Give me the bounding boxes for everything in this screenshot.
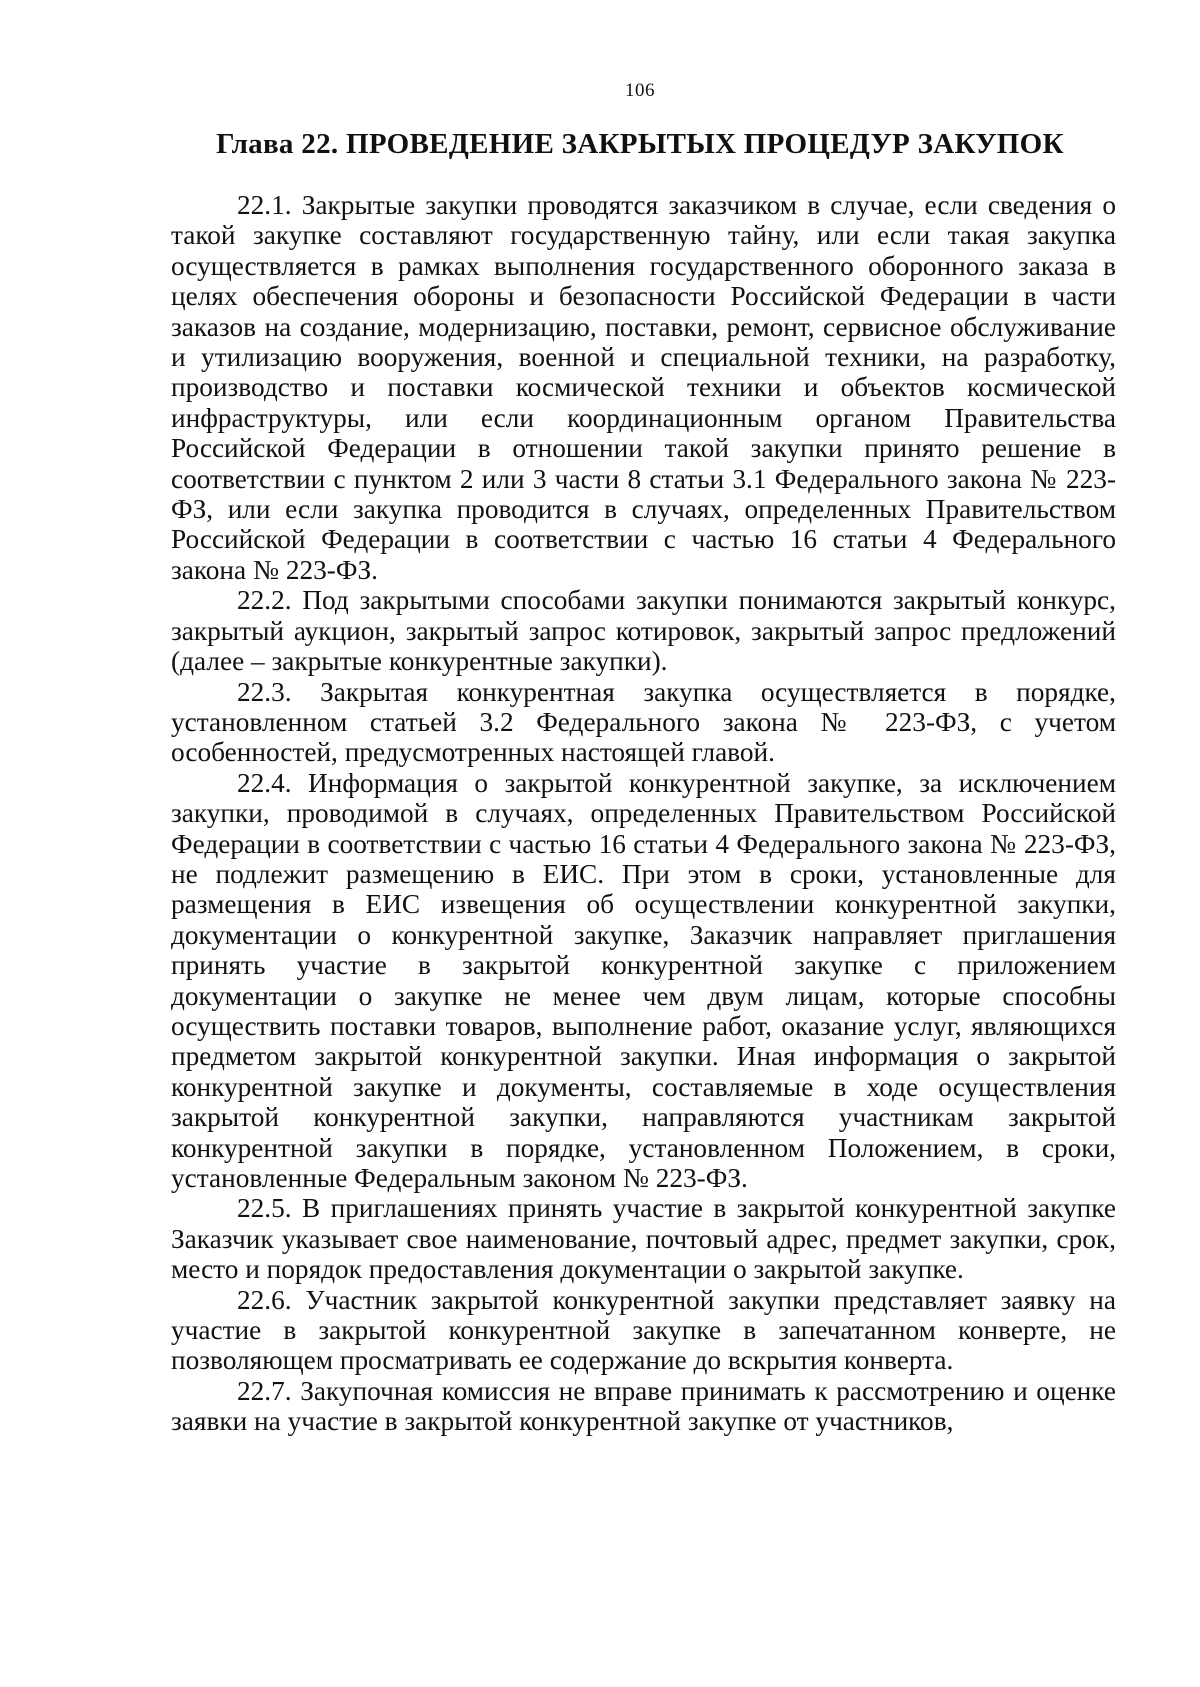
chapter-title: Глава 22. ПРОВЕДЕНИЕ ЗАКРЫТЫХ ПРОЦЕДУР ЗАКУПОК: [216, 128, 1064, 160]
paragraph-22-2: 22.2. Под закрытыми способами закупки понимаются закрытый конкурс, закрытый аукцион, закрытый запрос котировок, закрытый запрос предложений (далее – закрытые конкурентные закупки).: [171, 585, 1116, 677]
paragraph-22-1: 22.1. Закрытые закупки проводятся заказчиком в случае, если сведения о такой закупке составляют государственную тайну, или если такая закупка осуществляется в рамках выполнения государственного оборонного заказа в целях обеспечения обороны и безопасности Российской Федерации в части заказов на создание, модернизацию, поставки, ремонт, сервисное обслуживание и утилизацию вооружения, военной и специальной техники, на разработку, производство и поставки космической техники и объектов космической инфраструктуры, или если координационным органом Правительства Российской Федерации в отношении такой закупки принято решение в соответствии с пунктом 2 или 3 части 8 статьи 3.1 Федерального закона № 223-ФЗ, или если закупка проводится в случаях, определенных Правительством Российской Федерации в соответствии с частью 16 статьи 4 Федерального закона № 223-ФЗ.: [171, 190, 1116, 585]
page-number: 106: [625, 80, 655, 101]
paragraph-22-3: 22.3. Закрытая конкурентная закупка осуществляется в порядке, установленном статьей 3.2 Федерального закона № 223-ФЗ, с учетом особенностей, предусмотренных настоящей главой.: [171, 676, 1116, 768]
paragraph-22-5: 22.5. В приглашениях принять участие в закрытой конкурентной закупке Заказчик указывает свое наименование, почтовый адрес, предмет закупки, срок, место и порядок предоставления документации о закрытой закупке.: [171, 1193, 1116, 1285]
paragraph-22-6: 22.6. Участник закрытой конкурентной закупки представляет заявку на участие в закрытой конкурентной закупке в запечатанном конверте, не позволяющем просматривать ее содержание до вскрытия конверта.: [171, 1284, 1116, 1376]
document-body: [171, 190, 1116, 1437]
paragraph-22-4: 22.4. Информация о закрытой конкурентной закупке, за исключением закупки, проводимой в случаях, определенных Правительством Российской Федерации в соответствии с частью 16 статьи 4 Федерального закона № 223-ФЗ, не подлежит размещению в ЕИС. При этом в сроки, установленные для размещения в ЕИС извещения об осуществлении конкурентной закупки, документации о конкурентной закупке, Заказчик направляет приглашения принять участие в закрытой конкурентной закупке с приложением документации о закупке не менее чем двум лицам, которые способны осуществить поставки товаров, выполнение работ, оказание услуг, являющихся предметом закрытой конкурентной закупки. Иная информация о закрытой конкурентной закупке и документы, составляемые в ходе осуществления закрытой конкурентной закупки, направляются участникам закрытой конкурентной закупки в порядке, установленном Положением, в сроки, установленные Федеральным законом № 223-ФЗ.: [171, 767, 1116, 1193]
paragraph-22-7: 22.7. Закупочная комиссия не вправе принимать к рассмотрению и оценке заявки на участие в закрытой конкурентной закупке от участников,: [171, 1375, 1116, 1437]
